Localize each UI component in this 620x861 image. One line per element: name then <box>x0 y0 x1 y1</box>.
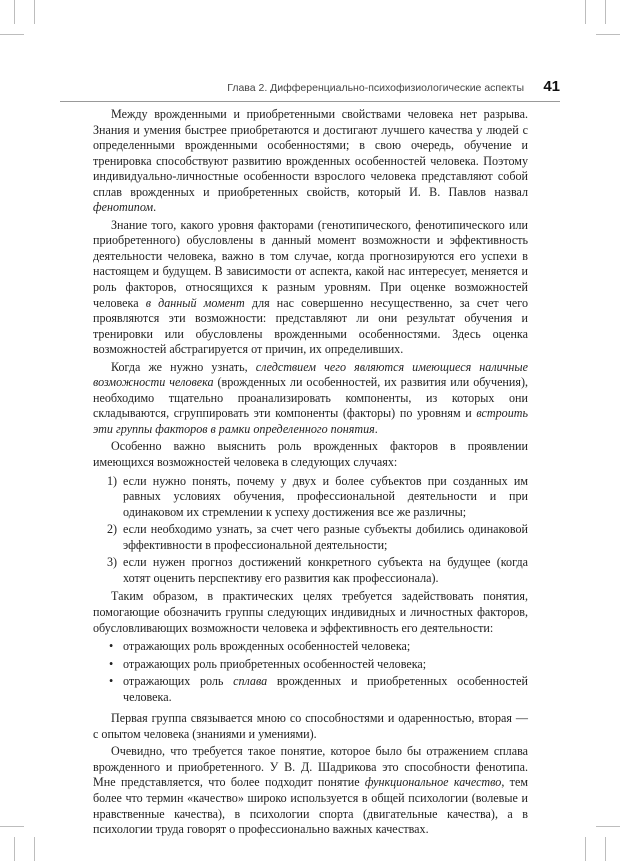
crop-mark <box>14 0 15 24</box>
paragraph: Первая группа связывается мною со способностями и одаренностью, вторая — с опытом человека (знаниями и умениями). <box>93 711 528 741</box>
page-number: 41 <box>543 78 560 95</box>
body-text <box>93 107 528 838</box>
paragraph: Очевидно, что требуется такое понятие, которое было бы отражением сплава врожденного и приобретенного. У В. Д. Шадрикова это способности фенотипа. Мне представляется, что более подходит понятие функциональное качество, тем более что термин «качество» широко используется в общей психологии (волевые и нравственные качества), в психологии спорта (двигательные качества), а в психологии труда говорят о профессионально важных качествах. <box>93 744 528 837</box>
numbered-list <box>93 474 528 587</box>
paragraph: Между врожденными и приобретенными свойствами человека нет разрыва. Знания и умения быстрее приобретаются и достигают лучшего качества у людей с определенными врожденными особенностями; в свою очередь, обучение и тренировка способствуют развитию врожденных особенностей человека. Поэтому индивидуально-личностные особенности взрослого человека представляют собой сплав врожденных и приобретенных свойств, который И. В. Павлов назвал фенотипом. <box>93 107 528 215</box>
crop-mark <box>605 837 606 861</box>
crop-mark <box>0 34 24 35</box>
bullet-icon: • <box>109 674 114 689</box>
crop-mark <box>585 837 586 861</box>
paragraph: Таким образом, в практических целях требуется задействовать понятия, помогающие обозначить группы следующих индивидных и личностных факторов, обусловливающих возможности человека и эффективность его деятельности: <box>93 589 528 635</box>
bullet-list <box>93 639 528 705</box>
crop-mark <box>596 826 620 827</box>
paragraph: Особенно важно выяснить роль врожденных факторов в проявлении имеющихся возможностей человека в следующих случаях: <box>93 439 528 470</box>
list-item: 3) если нужен прогноз достижений конкретного субъекта на будущее (когда хотят оценить перспективу его развития как профессионала). <box>107 555 528 585</box>
crop-mark <box>14 837 15 861</box>
crop-mark <box>605 0 606 24</box>
bullet-icon: • <box>109 639 114 654</box>
crop-mark <box>596 34 620 35</box>
list-item: • отражающих роль сплава врожденных и приобретенных особенностей человека. <box>109 674 528 704</box>
running-title: Глава 2. Дифференциально-психофизиологические аспекты <box>227 82 524 94</box>
crop-mark <box>585 0 586 24</box>
page-header <box>60 78 560 98</box>
paragraph: Знание того, какого уровня факторами (генотипического, фенотипического или приобретенного) обусловлены в данный момент возможности и эффективность деятельности человека, важно в том случае, когда прогнозируются его успехи в настоящем и будущем. В зависимости от аспекта, какой нас интересует, меняется и роль факторов, относящихся к разным уровням. При оценке возможностей человека в данный момент для нас совершенно несущественно, за счет чего проявляются эти возможности: представляют ли они результат обучения и тренировки или обусловлены врожденными особенностями. Здесь оценка возможностей абстрагируется от причин, их определивших. <box>93 217 529 357</box>
list-item: • отражающих роль врожденных особенностей человека; <box>109 639 411 654</box>
list-item: 1) если нужно понять, почему у двух и более субъектов при созданных им равных условиях обучения, профессиональной деятельности и при одинаковом их стремлении к успеху достижения все же различны; <box>107 473 528 519</box>
crop-mark <box>34 0 35 24</box>
bullet-icon: • <box>109 656 114 671</box>
crop-mark <box>34 837 35 861</box>
list-item: • отражающих роль приобретенных особенностей человека; <box>109 656 427 671</box>
crop-mark <box>0 826 24 827</box>
list-item: 2) если необходимо узнать, за счет чего разные субъекты добились одинаковой эффективности в профессиональной деятельности; <box>107 522 528 552</box>
header-divider <box>60 101 560 102</box>
paragraph: Когда же нужно узнать, следствием чего являются имеющиеся наличные возможности человека (врожденных ли особенностей, их развития или обучения), необходимо тщательно проанализировать компоненты, из которых они складываются, сгруппировать эти компоненты (факторы) по уровням и встроить эти группы факторов в рамки определенного понятия. <box>93 359 528 436</box>
